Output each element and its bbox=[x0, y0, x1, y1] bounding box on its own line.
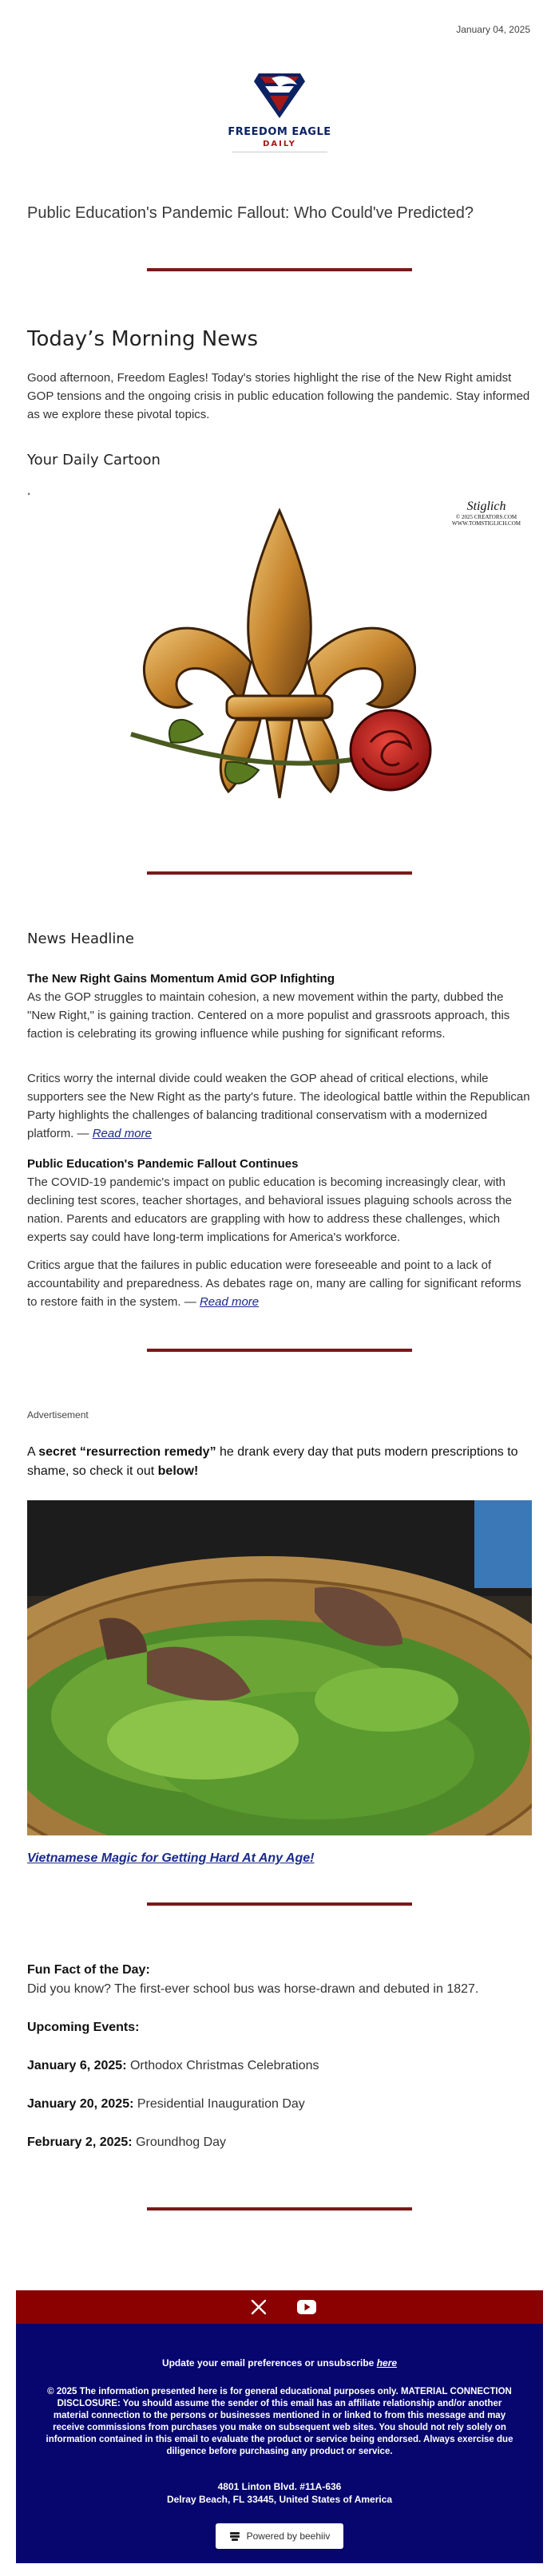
x-social-icon[interactable] bbox=[251, 2299, 267, 2315]
cartoon-copyright: © 2025 CREATORS.COM bbox=[455, 514, 517, 520]
event-date: January 20, 2025: bbox=[27, 2097, 134, 2111]
section-divider bbox=[147, 2207, 412, 2211]
event-name: Presidential Inauguration Day bbox=[133, 2097, 305, 2111]
brand-logo[interactable] bbox=[0, 67, 559, 152]
powered-by-beehiiv-badge[interactable] bbox=[216, 2523, 343, 2549]
event-name: Orthodox Christmas Celebrations bbox=[126, 2059, 319, 2072]
brand-subtitle: DAILY bbox=[263, 140, 296, 148]
fun-fact-text: Did you know? The first-ever school bus was horse-drawn and debuted in 1827. bbox=[27, 1982, 479, 1996]
news-story-1-text: Critics worry the internal divide could weaken the GOP ahead of critical elections, while supporters see the New Right as the party's future. The ideological battle within the Republican Party highlights the challenges of balancing traditional conservatism with a modernized platform. — bbox=[27, 1072, 530, 1140]
beehiiv-icon bbox=[229, 2531, 240, 2542]
footer bbox=[16, 2324, 543, 2563]
tea-leaves-basket-image bbox=[27, 1500, 532, 1835]
news-headline-1: The New Right Gains Momentum Amid GOP Infighting bbox=[27, 972, 335, 986]
ad-text-mid: he drank every day that puts modern prescriptions to shame, so check it out bbox=[27, 1445, 518, 1478]
news-story-1-paragraph-2 bbox=[27, 1069, 532, 1143]
ad-text-bold-2: below! bbox=[157, 1464, 199, 1478]
morning-news-title: Today’s Morning News bbox=[27, 327, 259, 351]
section-divider bbox=[147, 1902, 412, 1906]
news-section-title: News Headline bbox=[27, 930, 134, 947]
cartoon-title: Your Daily Cartoon bbox=[27, 452, 161, 468]
event-name: Groundhog Day bbox=[132, 2135, 227, 2149]
ad-link[interactable]: Vietnamese Magic for Getting Hard At Any Age! bbox=[27, 1851, 315, 1865]
powered-by-text: Powered by beehiiv bbox=[246, 2531, 331, 2542]
section-divider bbox=[147, 268, 412, 271]
section-divider bbox=[147, 1349, 412, 1352]
upcoming-events-title: Upcoming Events: bbox=[27, 2021, 140, 2034]
unsubscribe-link[interactable]: here bbox=[376, 2357, 398, 2369]
cartoon-credit bbox=[452, 500, 521, 527]
news-story-2-text: Critics argue that the failures in public education were foreseeable and point to a lack of accountability and preparedness. As debates rage on, many are calling for significant reforms to restore faith in the system. — bbox=[27, 1258, 521, 1309]
ad-text-bold: secret “resurrection remedy” bbox=[38, 1445, 216, 1459]
event-item bbox=[27, 2097, 532, 2112]
cartoon-bullet: ¸ bbox=[27, 482, 31, 495]
issue-date: January 04, 2025 bbox=[456, 24, 530, 35]
update-text: Update your email preferences or unsubscribe bbox=[161, 2357, 377, 2369]
news-story-2-paragraph-1: The COVID-19 pandemic's impact on public education is becoming increasingly clear, with declining test scores, teacher shortages, and behavioral issues plaguing schools across the nation. Parents and educators are grappling with how to address these challenges, which experts say could have long-term implications for America's workforce. bbox=[27, 1175, 513, 1244]
ad-text bbox=[27, 1443, 532, 1481]
event-date: February 2, 2025: bbox=[27, 2135, 133, 2149]
news-story-2-paragraph-2 bbox=[27, 1256, 532, 1311]
footer-legal-disclosure: © 2025 The information presented here is for general educational purposes only. MATERIAL CONNECTION DISCLOSURE: You should assume the sender of this email has an affiliate relationship and/or another material connection to the persons or businesses mentioned in or linked to from this message and may receive commissions from purchases you make on subsequent web sites. You should not rely solely on information contained in this email to evaluate the product or service being endorsed. Always exercise due diligence before purchasing any product or service. bbox=[46, 2387, 513, 2456]
event-item bbox=[27, 2135, 532, 2150]
fleur-de-lis-rose-cartoon bbox=[27, 495, 532, 838]
event-item bbox=[27, 2059, 532, 2073]
advertisement-label: Advertisement bbox=[27, 1409, 89, 1420]
read-more-link-2[interactable]: Read more bbox=[199, 1295, 260, 1309]
news-story-1-paragraph-1: As the GOP struggles to maintain cohesion, a new movement within the party, dubbed the "New Right," is gaining traction. Centered on a more populist and grassroots approach, this faction is celebrating its growing influence while pushing for significant reforms. bbox=[27, 990, 510, 1041]
footer-social-bar bbox=[16, 2290, 543, 2324]
section-divider bbox=[147, 871, 412, 875]
ad-text-pre: A bbox=[27, 1445, 39, 1459]
morning-news-intro: Good afternoon, Freedom Eagles! Today's stories highlight the rise of the New Right amidst GOP tensions and the ongoing crisis in public education following the pandemic. Stay informed as we explore these pivotal topics. bbox=[27, 371, 530, 421]
address-line-1: 4801 Linton Blvd. #11A-636 bbox=[217, 2481, 342, 2492]
footer-address bbox=[16, 2480, 543, 2506]
ad-image-tea-leaves[interactable] bbox=[27, 1500, 532, 1835]
cartoon-signature: Stiglich bbox=[466, 500, 506, 513]
event-date: January 6, 2025: bbox=[27, 2059, 127, 2072]
issue-tagline: Public Education's Pandemic Fallout: Who Could've Predicted? bbox=[27, 204, 474, 222]
brand-name: FREEDOM EAGLE bbox=[228, 126, 331, 138]
daily-cartoon[interactable] bbox=[27, 495, 532, 838]
fun-fact-title: Fun Fact of the Day: bbox=[27, 1963, 150, 1977]
footer-update-preferences bbox=[16, 2357, 543, 2369]
read-more-link-1[interactable]: Read more bbox=[92, 1127, 152, 1140]
address-line-2: Delray Beach, FL 33445, United States of America bbox=[166, 2494, 393, 2505]
eagle-logo-icon bbox=[248, 67, 311, 123]
news-headline-2: Public Education's Pandemic Fallout Continues bbox=[27, 1157, 299, 1171]
youtube-social-icon[interactable] bbox=[297, 2300, 316, 2314]
cartoon-website: WWW.TOMSTIGLICH.COM bbox=[452, 520, 521, 527]
